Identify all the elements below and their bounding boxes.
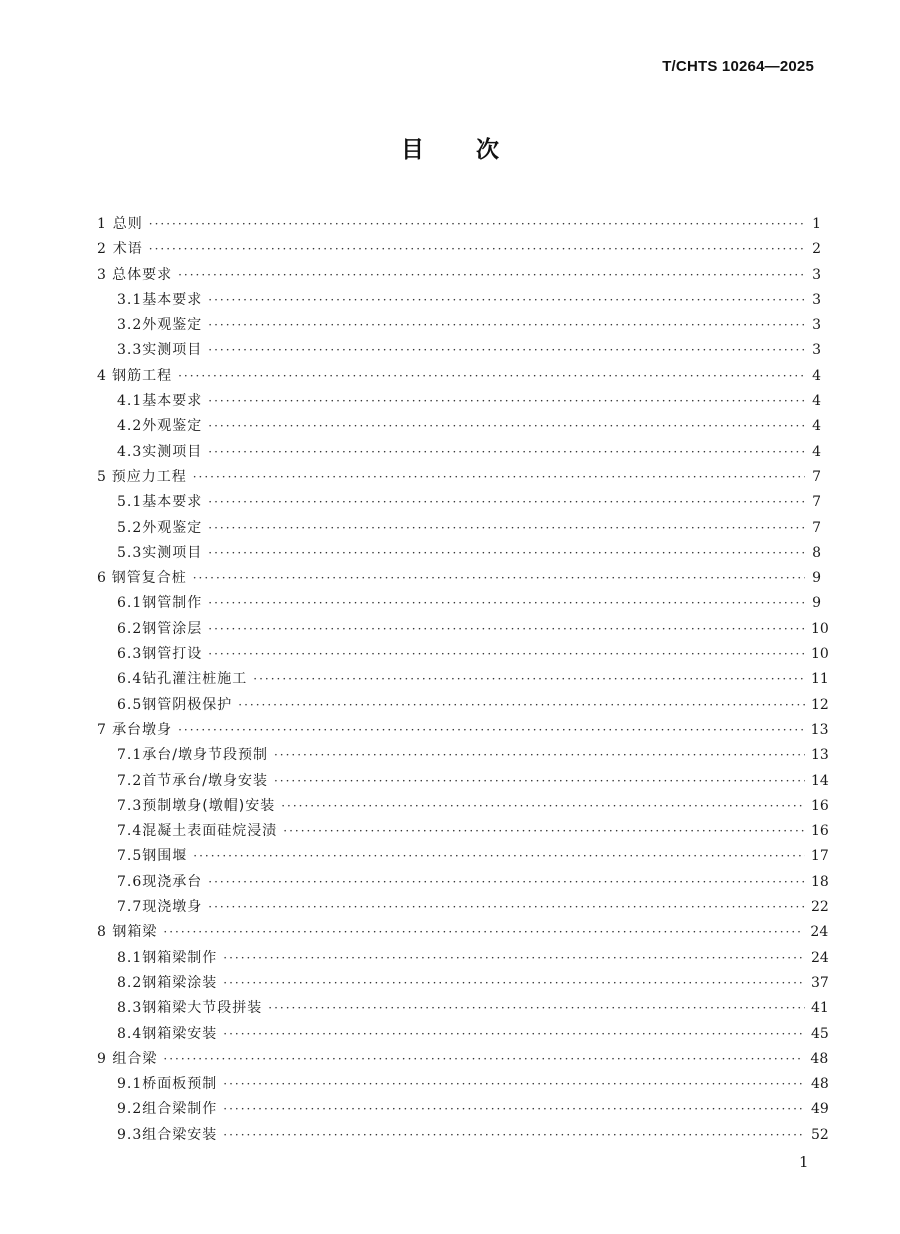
toc-entry-page: 37 <box>811 974 829 991</box>
toc-entry-title: 钢管阴极保护 <box>142 696 233 713</box>
table-of-contents <box>97 212 829 1148</box>
toc-leader-dots <box>149 212 805 237</box>
toc-entry[interactable] <box>97 870 829 895</box>
toc-leader-dots <box>193 465 805 490</box>
toc-entry-title: 钢筋工程 <box>112 367 173 384</box>
toc-entry-page: 17 <box>810 848 829 865</box>
toc-entry[interactable] <box>97 364 821 389</box>
toc-entry-page: 2 <box>812 241 821 258</box>
toc-entry-number: 7.1 <box>117 747 143 764</box>
toc-entry[interactable] <box>97 769 829 794</box>
toc-leader-dots <box>223 1022 805 1047</box>
toc-entry[interactable] <box>97 1123 829 1148</box>
page-number: 1 <box>799 1153 809 1171</box>
toc-entry-number: 7 <box>97 721 106 738</box>
toc-entry-page: 12 <box>811 696 829 713</box>
toc-entry-page: 7 <box>812 494 821 511</box>
toc-leader-dots <box>208 338 805 363</box>
toc-entry-page: 3 <box>812 317 821 334</box>
toc-leader-dots <box>274 743 805 768</box>
toc-entry[interactable] <box>97 920 829 945</box>
toc-entry-title: 钢管打设 <box>142 646 203 663</box>
toc-entry[interactable] <box>97 313 821 338</box>
toc-entry-number: 7.7 <box>117 899 143 916</box>
toc-entry[interactable] <box>97 693 829 718</box>
toc-entry-title: 外观鉴定 <box>142 317 203 334</box>
toc-leader-dots <box>149 237 805 262</box>
toc-entry[interactable] <box>97 667 829 692</box>
toc-entry-number: 9.2 <box>117 1101 143 1118</box>
toc-entry-number: 5.1 <box>117 494 143 511</box>
toc-entry-page: 3 <box>812 266 821 283</box>
toc-entry[interactable] <box>97 440 821 465</box>
toc-entry-page: 4 <box>812 443 821 460</box>
toc-entry-page: 11 <box>811 671 829 688</box>
toc-entry-page: 49 <box>811 1101 829 1118</box>
toc-entry-title: 外观鉴定 <box>142 418 203 435</box>
toc-leader-dots <box>283 819 805 844</box>
toc-entry[interactable] <box>97 566 821 591</box>
toc-entry-title: 混凝土表面硅烷浸渍 <box>142 823 278 840</box>
page-title-char-2: 次 <box>476 137 499 163</box>
toc-entry-title: 组合梁制作 <box>142 1101 218 1118</box>
toc-entry-page: 13 <box>811 747 829 764</box>
toc-entry-page: 18 <box>811 873 829 890</box>
toc-entry-page: 7 <box>812 468 821 485</box>
toc-entry-number: 6.4 <box>117 671 143 688</box>
toc-leader-dots <box>193 566 805 591</box>
toc-entry-title: 基本要求 <box>142 494 203 511</box>
toc-entry-number: 8.2 <box>117 974 143 991</box>
toc-entry[interactable] <box>97 1047 829 1072</box>
toc-entry-page: 48 <box>810 1050 829 1067</box>
toc-leader-dots <box>208 617 805 642</box>
toc-entry[interactable] <box>97 819 829 844</box>
toc-entry-title: 术语 <box>112 241 143 258</box>
toc-entry-number: 4.2 <box>117 418 143 435</box>
toc-entry[interactable] <box>97 642 829 667</box>
toc-entry-page: 13 <box>810 721 829 738</box>
toc-entry-title: 钢箱梁大节段拼装 <box>142 1000 263 1017</box>
toc-entry-title: 总则 <box>112 216 143 232</box>
toc-entry-page: 45 <box>811 1025 829 1042</box>
toc-entry-page: 9 <box>812 595 821 612</box>
standard-code: T/CHTS 10264—2025 <box>662 58 814 75</box>
toc-entry-page: 4 <box>812 418 821 435</box>
toc-entry-number: 2 <box>97 241 106 258</box>
toc-entry[interactable] <box>97 895 829 920</box>
toc-entry-number: 8.1 <box>117 949 143 966</box>
toc-leader-dots <box>208 313 805 338</box>
toc-entry[interactable] <box>97 946 829 971</box>
toc-entry-number: 3.1 <box>117 291 143 308</box>
toc-entry[interactable] <box>97 1022 829 1047</box>
toc-entry-number: 9.1 <box>117 1076 143 1093</box>
toc-entry-page: 7 <box>812 519 821 536</box>
toc-entry-number: 7.4 <box>117 823 143 840</box>
toc-leader-dots <box>163 1047 804 1072</box>
toc-entry[interactable] <box>97 414 821 439</box>
toc-entry-page: 10 <box>811 620 829 637</box>
toc-leader-dots <box>208 440 805 465</box>
toc-leader-dots <box>208 389 805 414</box>
toc-entry-number: 7.6 <box>117 873 143 890</box>
toc-leader-dots <box>208 591 805 616</box>
toc-entry-page: 16 <box>811 797 829 814</box>
toc-entry-number: 6.5 <box>117 696 143 713</box>
toc-leader-dots <box>208 642 805 667</box>
toc-entry-page: 41 <box>811 1000 829 1017</box>
toc-entry-title: 钢箱梁 <box>112 924 158 941</box>
toc-entry-number: 1 <box>97 216 106 232</box>
toc-leader-dots <box>268 996 805 1021</box>
toc-entry-title: 承台/墩身节段预制 <box>142 747 268 764</box>
toc-leader-dots <box>281 794 805 819</box>
toc-leader-dots <box>208 895 805 920</box>
toc-entry-number: 5 <box>97 468 106 485</box>
toc-entry-page: 10 <box>811 646 829 663</box>
toc-entry-page: 24 <box>811 949 829 966</box>
toc-entry-title: 组合梁安装 <box>142 1126 218 1143</box>
toc-entry[interactable] <box>97 1072 829 1097</box>
toc-entry[interactable] <box>97 617 829 642</box>
toc-entry[interactable] <box>97 718 829 743</box>
toc-entry-number: 6 <box>97 570 106 587</box>
toc-leader-dots <box>238 693 805 718</box>
toc-leader-dots <box>163 920 804 945</box>
toc-entry-page: 24 <box>810 924 829 941</box>
toc-entry-title: 首节承台/墩身安装 <box>142 772 268 789</box>
toc-entry-page: 14 <box>811 772 829 789</box>
toc-entry-title: 外观鉴定 <box>142 519 203 536</box>
toc-entry-number: 6.2 <box>117 620 143 637</box>
toc-entry[interactable] <box>97 389 821 414</box>
toc-entry[interactable] <box>97 541 821 566</box>
toc-leader-dots <box>223 1097 805 1122</box>
page-title-char-1: 目 <box>401 137 424 163</box>
toc-leader-dots <box>193 844 805 869</box>
toc-leader-dots <box>208 516 805 541</box>
toc-leader-dots <box>274 769 805 794</box>
toc-leader-dots <box>208 541 805 566</box>
toc-entry-title: 钢管制作 <box>142 595 203 612</box>
toc-entry-number: 6.1 <box>117 595 143 612</box>
toc-leader-dots <box>208 490 805 515</box>
toc-entry-number: 9 <box>97 1050 106 1067</box>
toc-entry-number: 4.1 <box>117 393 143 410</box>
toc-entry-page: 1 <box>812 216 821 232</box>
toc-entry-number: 3.3 <box>117 342 143 359</box>
toc-entry-number: 3.2 <box>117 317 143 334</box>
toc-entry-title: 钢管复合桩 <box>111 570 187 587</box>
toc-entry-number: 6.3 <box>117 646 143 663</box>
toc-entry[interactable] <box>97 288 821 313</box>
toc-entry-number: 5.3 <box>117 544 143 561</box>
toc-entry-title: 实测项目 <box>142 342 203 359</box>
toc-entry-number: 4.3 <box>117 443 143 460</box>
toc-entry[interactable] <box>97 844 829 869</box>
page-title <box>0 131 900 164</box>
toc-entry[interactable] <box>97 743 829 768</box>
toc-entry-title: 钢箱梁制作 <box>142 949 218 966</box>
toc-entry[interactable] <box>97 971 829 996</box>
toc-leader-dots <box>253 667 805 692</box>
toc-leader-dots <box>223 1123 805 1148</box>
toc-entry-title: 预应力工程 <box>111 468 187 485</box>
toc-entry-title: 现浇墩身 <box>142 899 203 916</box>
toc-entry-number: 9.3 <box>117 1126 143 1143</box>
toc-entry-title: 实测项目 <box>142 443 203 460</box>
toc-leader-dots <box>223 971 805 996</box>
toc-entry-number: 8 <box>97 924 106 941</box>
toc-entry-title: 组合梁 <box>112 1050 158 1067</box>
toc-entry-page: 3 <box>812 291 821 308</box>
toc-leader-dots <box>178 263 805 288</box>
toc-entry-page: 22 <box>811 899 829 916</box>
toc-leader-dots <box>208 288 805 313</box>
toc-entry[interactable] <box>97 794 829 819</box>
toc-entry-page: 4 <box>812 367 821 384</box>
toc-entry-title: 基本要求 <box>142 393 203 410</box>
toc-entry-title: 钢围堰 <box>142 848 188 865</box>
toc-entry-title: 钻孔灌注桩施工 <box>142 671 248 688</box>
toc-entry[interactable] <box>97 237 821 262</box>
toc-entry-number: 7.3 <box>117 797 143 814</box>
toc-entry-page: 4 <box>812 393 821 410</box>
toc-leader-dots <box>178 718 805 743</box>
toc-entry-title: 承台墩身 <box>112 721 173 738</box>
toc-entry[interactable] <box>97 338 821 363</box>
toc-leader-dots <box>208 414 805 439</box>
toc-entry-title: 钢箱梁涂装 <box>142 974 218 991</box>
toc-entry[interactable] <box>97 490 821 515</box>
toc-entry[interactable] <box>97 996 829 1021</box>
toc-leader-dots <box>223 946 805 971</box>
toc-entry[interactable] <box>97 516 821 541</box>
toc-entry[interactable] <box>97 263 821 288</box>
toc-entry-number: 7.5 <box>117 848 143 865</box>
toc-entry-page: 16 <box>811 823 829 840</box>
toc-entry-title: 钢箱梁安装 <box>142 1025 218 1042</box>
toc-entry[interactable] <box>97 465 821 490</box>
toc-entry[interactable] <box>97 591 821 616</box>
toc-entry-title: 基本要求 <box>142 291 203 308</box>
toc-leader-dots <box>208 870 805 895</box>
toc-entry-title: 实测项目 <box>142 544 203 561</box>
toc-entry-title: 预制墩身(墩帽)安装 <box>142 797 276 814</box>
toc-entry-title: 总体要求 <box>112 266 173 283</box>
toc-entry[interactable] <box>97 212 821 237</box>
toc-entry-number: 8.3 <box>117 1000 143 1017</box>
toc-entry-title: 现浇承台 <box>142 873 203 890</box>
toc-entry-title: 钢管涂层 <box>142 620 203 637</box>
toc-entry-page: 3 <box>812 342 821 359</box>
toc-leader-dots <box>223 1072 805 1097</box>
toc-entry-page: 9 <box>812 570 821 587</box>
toc-entry-number: 8.4 <box>117 1025 143 1042</box>
toc-entry-title: 桥面板预制 <box>142 1076 218 1093</box>
toc-leader-dots <box>178 364 805 389</box>
toc-entry-page: 52 <box>811 1126 829 1143</box>
toc-entry-number: 4 <box>97 367 106 384</box>
toc-entry-number: 5.2 <box>117 519 143 536</box>
toc-entry-page: 8 <box>812 544 821 561</box>
toc-entry-number: 7.2 <box>117 772 143 789</box>
toc-entry-number: 3 <box>97 266 106 283</box>
toc-entry[interactable] <box>97 1097 829 1122</box>
toc-entry-page: 48 <box>811 1076 829 1093</box>
